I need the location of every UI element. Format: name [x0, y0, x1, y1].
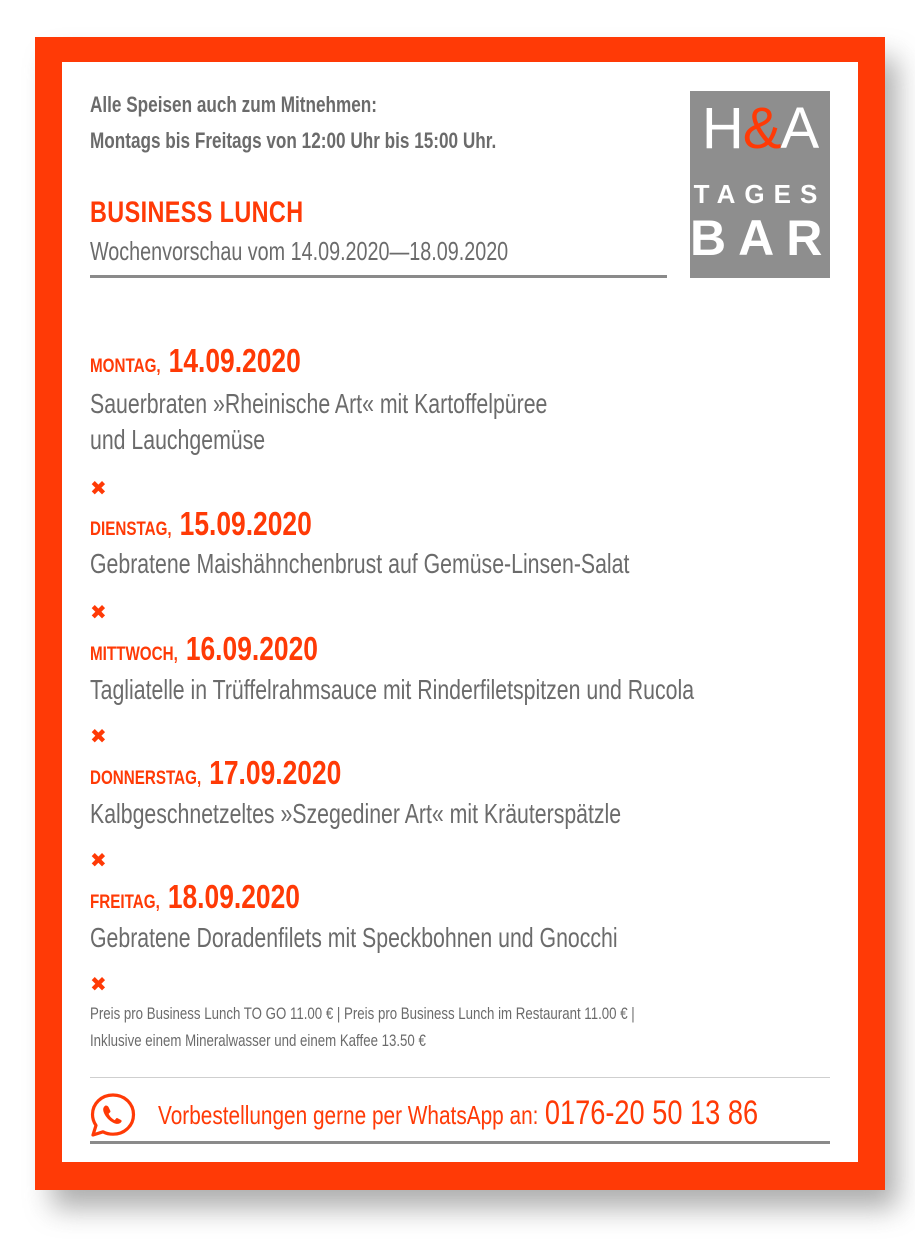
- page-title: BUSINESS LUNCH: [90, 196, 304, 229]
- separator-icon: ✖: [90, 602, 107, 624]
- bottom-rule: [90, 1141, 830, 1144]
- separator-icon: ✖: [90, 850, 107, 872]
- dish-tuesday: Gebratene Maishähnchenbrust auf Gemüse-Linsen-Salat: [90, 548, 630, 579]
- day-heading-tuesday: DIENSTAG, 15.09.2020: [90, 505, 312, 542]
- intro-line-2: Montags bis Freitags von 12:00 Uhr bis 15:00 Uhr.: [90, 128, 497, 153]
- day-heading-monday: MONTAG, 14.09.2020: [90, 342, 301, 379]
- order-text: Vorbestellungen gerne per WhatsApp an:: [158, 1100, 539, 1130]
- dish-wednesday: Tagliatelle in Trüffelrahmsauce mit Rinderfiletspitzen und Rucola: [90, 674, 695, 705]
- day-heading-thursday: DONNERSTAG, 17.09.2020: [90, 754, 342, 791]
- title-underline: [90, 275, 667, 278]
- dish-friday: Gebratene Doradenfilets mit Speckbohnen und Gnocchi: [90, 922, 618, 953]
- logo-bar: BAR: [690, 210, 835, 266]
- separator-icon: ✖: [90, 726, 107, 748]
- day-heading-wednesday: MITTWOCH, 16.09.2020: [90, 630, 318, 667]
- logo-ha: H&A: [701, 96, 819, 161]
- intro-line-1: Alle Speisen auch zum Mitnehmen:: [90, 92, 378, 117]
- whatsapp-icon: [88, 1091, 138, 1139]
- week-subtitle: Wochenvorschau vom 14.09.2020—18.09.2020: [90, 236, 509, 266]
- logo: [690, 91, 835, 278]
- logo-tages: TAGES: [693, 179, 827, 209]
- order-line: [158, 1094, 908, 1133]
- dish-monday-line-2: und Lauchgemüse: [90, 424, 266, 455]
- phone-number[interactable]: 0176-20 50 13 86: [544, 1094, 759, 1132]
- separator-icon: ✖: [90, 974, 107, 996]
- dish-monday-line-1: Sauerbraten »Rheinische Art« mit Kartoffelpüree: [90, 388, 548, 419]
- price-info-line-1: Preis pro Business Lunch TO GO 11.00 € | Preis pro Business Lunch im Restaurant 11.00 € |: [90, 1004, 635, 1023]
- day-heading-friday: FREITAG, 18.09.2020: [90, 878, 300, 915]
- divider: [90, 1077, 830, 1078]
- separator-icon: ✖: [90, 478, 107, 500]
- dish-thursday: Kalbgeschnetzeltes »Szegediner Art« mit Kräuterspätzle: [90, 798, 622, 829]
- price-info-line-2: Inklusive einem Mineralwasser und einem Kaffee 13.50 €: [90, 1031, 426, 1050]
